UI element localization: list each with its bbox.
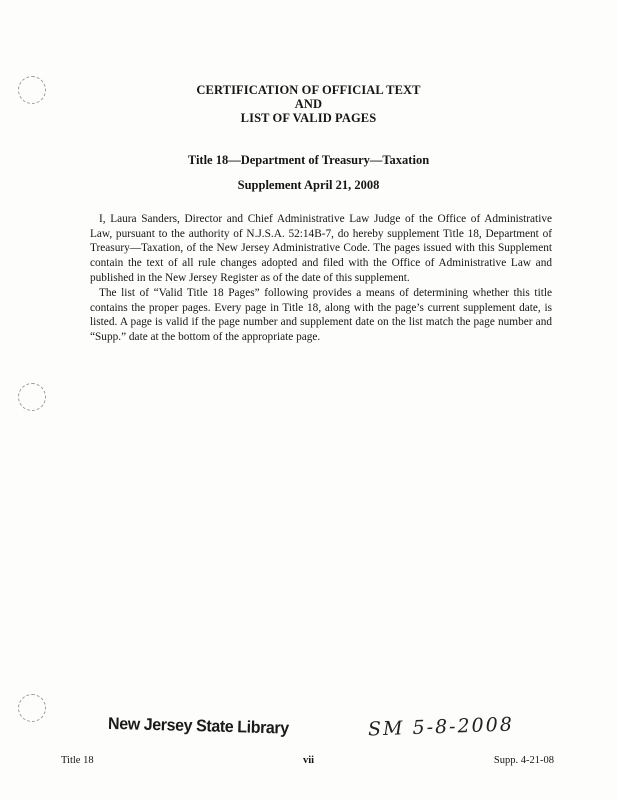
certification-paragraph: I, Laura Sanders, Director and Chief Administrative Law Judge of the Office of Administrative Law, pursuant to the authority of N.J.S.A. 52:14B-7, do hereby supplement Title 18, Department of Treasury—Taxation, of the New Jersey Administrative Code. The pages issued with this Supplement contain the text of all rule changes adopted and filed with the Office of Administrative Law and published in the New Jersey Register as of the date of this supplement.	[90, 213, 552, 284]
library-stamp: New Jersey State Library	[107, 715, 289, 738]
supplement-date: Supplement April 21, 2008	[237, 178, 380, 192]
certification-heading	[0, 83, 617, 125]
handwritten-date: SM 5-8-2008	[367, 713, 515, 741]
page-number: vii	[302, 755, 315, 766]
title-heading: Title 18—Department of Treasury—Taxation	[187, 153, 430, 167]
binder-hole-middle	[18, 383, 46, 411]
footer-title: Title 18	[61, 755, 94, 766]
footer-supplement: Supp. 4-21-08	[493, 755, 554, 766]
heading-line-3: LIST OF VALID PAGES	[240, 111, 377, 125]
heading-line-1: CERTIFICATION OF OFFICIAL TEXT	[196, 83, 421, 97]
heading-line-2: AND	[294, 97, 323, 111]
binder-hole-bottom	[18, 694, 46, 722]
valid-pages-paragraph: The list of “Valid Title 18 Pages” following provides a means of determining whether this title contains the proper pages. Every page in Title 18, along with the page’s current supplement date, is listed. A page is valid if the page number and supplement date on the list match the page number and “Supp.” date at the bottom of the appropriate page.	[90, 287, 552, 344]
